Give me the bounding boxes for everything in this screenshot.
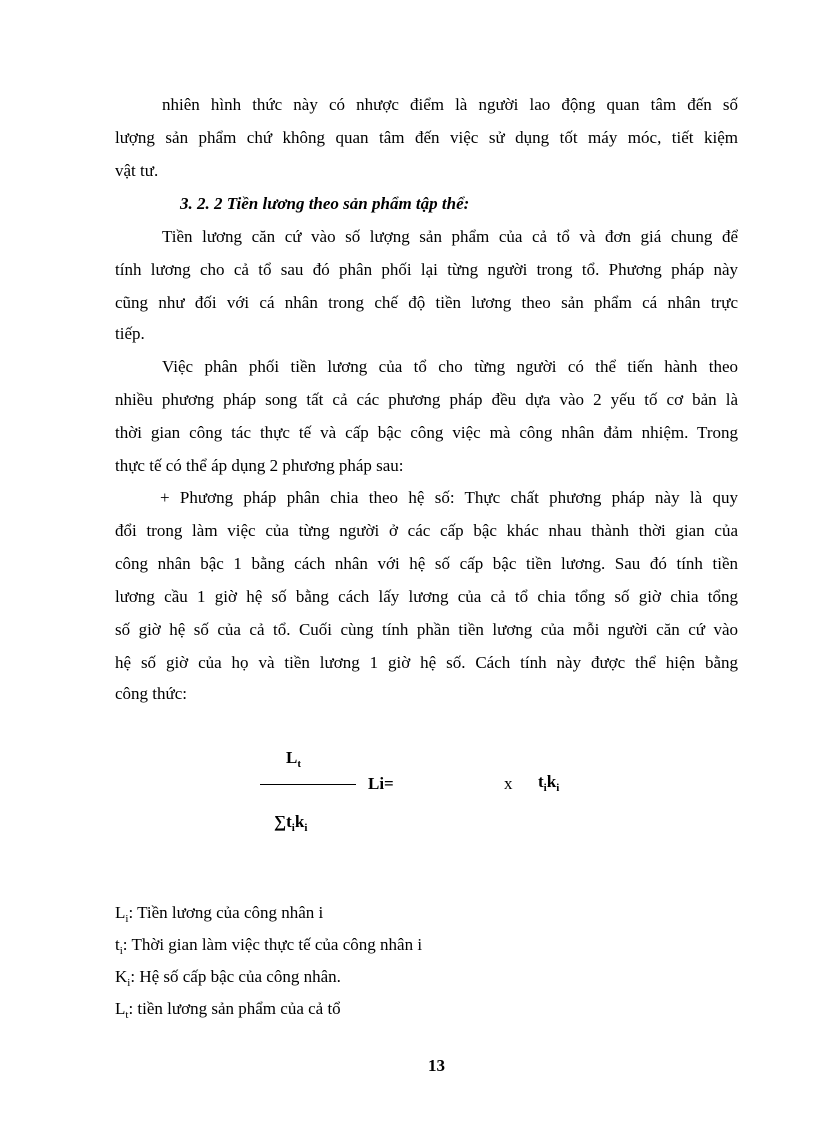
paragraph-line: nhiên hình thức này có nhược điểm là người lao động quan tâm đến số [162, 95, 738, 114]
formula-lhs: Li= [368, 774, 394, 793]
paragraph-line: Việc phân phối tiền lương của tổ cho từng người có thể tiến hành theo [162, 357, 738, 376]
formula-numerator: $L_t$ [286, 748, 302, 770]
paragraph-line: hệ số giờ của họ và tiền lương 1 giờ hệ số. Cách tính này được thể hiện bằng [115, 653, 738, 672]
definition-line: $L_i$: Tiền lương của công nhân i [115, 903, 324, 925]
paragraph-line: nhiều phương pháp song tất cả các phương pháp đều dựa vào 2 yếu tố cơ bản là [115, 390, 738, 409]
fraction-bar [260, 784, 356, 785]
paragraph-line: vật tư. [115, 161, 159, 180]
page-number: 13 [428, 1056, 445, 1075]
definition-line: $K_i$: Hệ số cấp bậc của công nhân. [115, 967, 341, 989]
paragraph-line: lương cầu 1 giờ hệ số bằng cách lấy lương của cả tổ chia tổng số giờ chia tổng [115, 587, 738, 606]
paragraph-line: thời gian công tác thực tế và cấp bậc công việc mà công nhân đảm nhiệm. Trong [115, 423, 738, 442]
paragraph-line: Tiền lương căn cứ vào số lượng sản phẩm của cả tổ và đơn giá chung để [162, 227, 738, 246]
paragraph-line: tiếp. [115, 324, 145, 343]
paragraph-line: cũng như đối với cá nhân trong chế độ tiền lương theo sản phẩm cá nhân trực [115, 293, 738, 312]
paragraph-line: thực tế có thể áp dụng 2 phương pháp sau: [115, 456, 404, 475]
formula-denominator: $\sum t_ik_i$ [274, 812, 308, 834]
section-heading: 3. 2. 2 Tiền lương theo sản phẩm tập thể: [180, 194, 470, 213]
paragraph-line: số giờ hệ số của cả tổ. Cuối cùng tính phần tiền lương của mỗi người căn cứ vào [115, 620, 738, 639]
paragraph-line: + Phương pháp phân chia theo hệ số: Thực chất phương pháp này là quy [160, 488, 738, 507]
paragraph-line: công nhân bậc 1 bằng cách nhân với hệ số cấp bậc tiền lương. Sau đó tính tiền [115, 554, 738, 573]
paragraph-line: tính lương cho cả tổ sau đó phân phối lại từng người trong tổ. Phương pháp này [115, 260, 738, 279]
definition-line: $t_i$: Thời gian làm việc thực tế của công nhân i [115, 935, 423, 957]
paragraph-line: công thức: [115, 684, 188, 703]
paragraph-line: lượng sản phẩm chứ không quan tâm đến việc sử dụng tốt máy móc, tiết kiệm [115, 128, 738, 147]
multiply-sign: x [504, 774, 513, 793]
formula-rhs: $t_ik_i$ [538, 772, 560, 794]
paragraph-line: đổi trong làm việc của từng người ở các cấp bậc khác nhau thành thời gian của [115, 521, 738, 540]
definition-line: $L_t$: tiền lương sản phẩm của cả tổ [115, 999, 341, 1021]
